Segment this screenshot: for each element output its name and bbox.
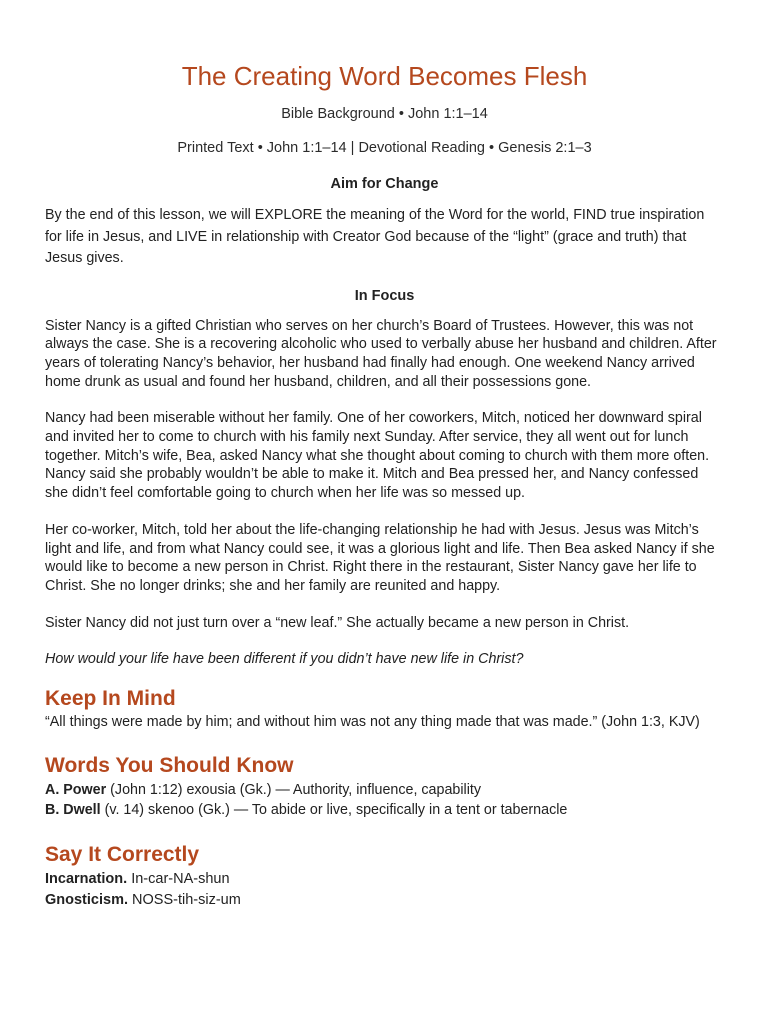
word-term: A. Power: [45, 782, 107, 799]
in-focus-paragraph: Nancy had been miserable without her family. One of her coworkers, Mitch, noticed her downward spiral and invited her to come to church with his family next Sunday. After service, they all went out for lunch together. Mitch’s wife, Bea, asked Nancy what she thought about coming to church with them more often. Nancy said she probably wouldn’t be able to make it. Mitch and Bea pressed her, and Nancy confessed she didn’t feel comfortable going to church when her life was so messed up.: [45, 410, 710, 502]
aim-text: By the end of this lesson, we will EXPLORE the meaning of the Word for the world, FIND true inspiration for life in Jesus, and LIVE in relationship with Creator God because of the “light” (grace and truth) that Jesus gives.: [45, 207, 705, 266]
printed-text-reference: Printed Text • John 1:1–14 | Devotional Reading • Genesis 2:1–3: [177, 140, 592, 156]
word-detail: (v. 14) skenoo (Gk.) — To abide or live, specifically in a tent or tabernacle: [100, 802, 568, 819]
in-focus-heading: In Focus: [354, 287, 415, 304]
pronunciation-list: [45, 869, 724, 911]
word-definition: [45, 780, 724, 800]
words-heading: Words You Should Know: [45, 754, 294, 778]
say-it-correctly-heading: Say It Correctly: [45, 843, 200, 867]
bible-background: Bible Background • John 1:1–14: [281, 106, 488, 122]
word-detail: (John 1:12) exousia (Gk.) — Authority, influence, capability: [106, 782, 481, 799]
in-focus-paragraph: Sister Nancy is a gifted Christian who serves on her church’s Board of Trustees. However, this was not always the case. She is a recovering alcoholic who used to verbally abuse her husband and children. After years of tolerating Nancy’s behavior, her husband had finally had enough. One weekend Nancy arrived home drunk as usual and found her husband, children, and all their possessions gone.: [45, 317, 717, 390]
keep-in-mind-heading: Keep In Mind: [45, 687, 176, 711]
pronunciation-item: [45, 890, 724, 911]
lesson-title: The Creating Word Becomes Flesh: [181, 61, 588, 91]
pronunciation-item: [45, 869, 724, 890]
pronunciation-term: Incarnation.: [45, 871, 128, 888]
word-definition: [45, 800, 724, 820]
word-term: B. Dwell: [45, 802, 101, 819]
aim-heading: Aim for Change: [330, 176, 439, 192]
pronunciation-guide: In-car-NA-shun: [127, 871, 230, 888]
in-focus-paragraph: Sister Nancy did not just turn over a “new leaf.” She actually became a new person in Christ.: [45, 614, 630, 631]
pronunciation-guide: NOSS-tih-siz-um: [128, 892, 241, 909]
pronunciation-term: Gnosticism.: [45, 892, 128, 909]
in-focus-paragraph: Her co-worker, Mitch, told her about the life-changing relationship he had with Jesus. Jesus was Mitch’s light and life, and from what Nancy could see, it was a glorious light and life. Then Bea asked Nancy if she would like to become a new person in Christ. Right there in the restaurant, Sister Nancy gave her life to Christ. She no longer drinks; she and her family are reunited and happy.: [45, 521, 715, 594]
words-list: [45, 780, 724, 820]
reflection-question: How would your life have been different if you didn’t have new life in Christ?: [45, 651, 524, 668]
keep-in-mind-verse: “All things were made by him; and without him was not any thing made that was made.” (John 1:3, KJV): [45, 714, 700, 731]
